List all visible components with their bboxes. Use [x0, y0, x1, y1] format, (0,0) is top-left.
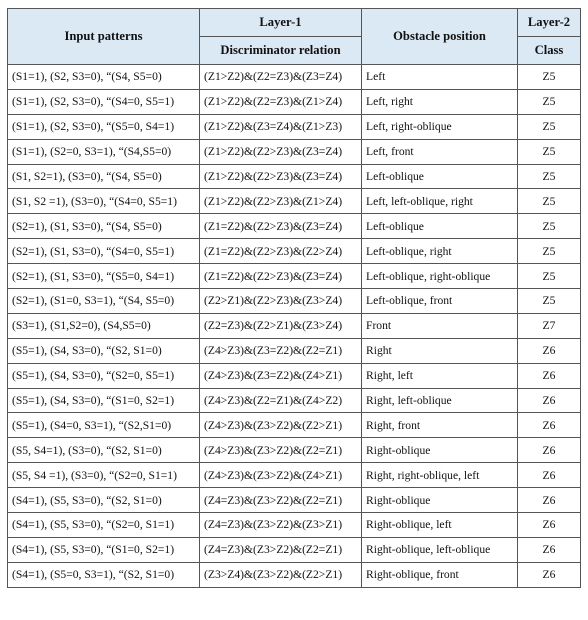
class-cell: Z6: [518, 438, 581, 463]
table-row: [8, 413, 581, 438]
table-row: [8, 438, 581, 463]
header-class: Class: [518, 37, 581, 65]
input-pattern-cell: (S2=1), (S1=0, S3=1), “(S4, S5=0): [8, 289, 200, 314]
class-cell: Z6: [518, 338, 581, 363]
discriminator-relation-cell: (Z3>Z4)&(Z3>Z2)&(Z2>Z1): [200, 562, 362, 587]
discriminator-relation-cell: (Z4>Z3)&(Z2=Z1)&(Z4>Z2): [200, 388, 362, 413]
table-row: [8, 239, 581, 264]
input-pattern-cell: (S1, S2 =1), (S3=0), “(S4=0, S5=1): [8, 189, 200, 214]
input-pattern-cell: (S1=1), (S2, S3=0), “(S5=0, S4=1): [8, 114, 200, 139]
obstacle-position-cell: Left-oblique, front: [362, 289, 518, 314]
input-pattern-cell: (S2=1), (S1, S3=0), “(S4=0, S5=1): [8, 239, 200, 264]
table-row: [8, 363, 581, 388]
obstacle-position-cell: Left, right: [362, 89, 518, 114]
discriminator-relation-cell: (Z1=Z2)&(Z2>Z3)&(Z3=Z4): [200, 214, 362, 239]
discriminator-relation-cell: (Z4>Z3)&(Z3>Z2)&(Z2=Z1): [200, 438, 362, 463]
class-cell: Z5: [518, 264, 581, 289]
discriminator-relation-cell: (Z1>Z2)&(Z2>Z3)&(Z3=Z4): [200, 139, 362, 164]
class-cell: Z5: [518, 239, 581, 264]
obstacle-position-cell: Front: [362, 313, 518, 338]
obstacle-position-cell: Right-oblique, left-oblique: [362, 537, 518, 562]
header-discriminator-relation: Discriminator relation: [200, 37, 362, 65]
header-obstacle-position: Obstacle position: [362, 9, 518, 65]
discriminator-relation-cell: (Z4=Z3)&(Z3>Z2)&(Z2=Z1): [200, 488, 362, 513]
obstacle-position-cell: Right: [362, 338, 518, 363]
obstacle-classification-table: [7, 8, 581, 588]
discriminator-relation-cell: (Z2=Z3)&(Z2>Z1)&(Z3>Z4): [200, 313, 362, 338]
input-pattern-cell: (S4=1), (S5=0, S3=1), “(S2, S1=0): [8, 562, 200, 587]
discriminator-relation-cell: (Z1>Z2)&(Z2>Z3)&(Z3=Z4): [200, 164, 362, 189]
obstacle-position-cell: Left-oblique: [362, 164, 518, 189]
discriminator-relation-cell: (Z1>Z2)&(Z2>Z3)&(Z1>Z4): [200, 189, 362, 214]
table-row: [8, 289, 581, 314]
input-pattern-cell: (S5=1), (S4, S3=0), “(S2, S1=0): [8, 338, 200, 363]
class-cell: Z6: [518, 413, 581, 438]
table-row: [8, 338, 581, 363]
class-cell: Z5: [518, 139, 581, 164]
input-pattern-cell: (S3=1), (S1,S2=0), (S4,S5=0): [8, 313, 200, 338]
obstacle-position-cell: Left-oblique, right: [362, 239, 518, 264]
input-pattern-cell: (S1=1), (S2, S3=0), “(S4=0, S5=1): [8, 89, 200, 114]
obstacle-position-cell: Left-oblique, right-oblique: [362, 264, 518, 289]
table-row: [8, 264, 581, 289]
class-cell: Z7: [518, 313, 581, 338]
discriminator-relation-cell: (Z1=Z2)&(Z2>Z3)&(Z2>Z4): [200, 239, 362, 264]
obstacle-position-cell: Right-oblique: [362, 438, 518, 463]
class-cell: Z6: [518, 388, 581, 413]
input-pattern-cell: (S2=1), (S1, S3=0), “(S5=0, S4=1): [8, 264, 200, 289]
table-row: [8, 388, 581, 413]
table-row: [8, 488, 581, 513]
obstacle-position-cell: Right, left-oblique: [362, 388, 518, 413]
discriminator-relation-cell: (Z1>Z2)&(Z3=Z4)&(Z1>Z3): [200, 114, 362, 139]
obstacle-position-cell: Left-oblique: [362, 214, 518, 239]
class-cell: Z5: [518, 114, 581, 139]
class-cell: Z6: [518, 463, 581, 488]
input-pattern-cell: (S1=1), (S2=0, S3=1), “(S4,S5=0): [8, 139, 200, 164]
obstacle-position-cell: Right-oblique, front: [362, 562, 518, 587]
obstacle-position-cell: Right, left: [362, 363, 518, 388]
discriminator-relation-cell: (Z4=Z3)&(Z3>Z2)&(Z3>Z1): [200, 513, 362, 538]
class-cell: Z6: [518, 513, 581, 538]
header-input-patterns: Input patterns: [8, 9, 200, 65]
obstacle-position-cell: Right, right-oblique, left: [362, 463, 518, 488]
obstacle-position-cell: Right, front: [362, 413, 518, 438]
input-pattern-cell: (S5, S4=1), (S3=0), “(S2, S1=0): [8, 438, 200, 463]
class-cell: Z5: [518, 214, 581, 239]
class-cell: Z5: [518, 289, 581, 314]
discriminator-relation-cell: (Z4>Z3)&(Z3=Z2)&(Z2=Z1): [200, 338, 362, 363]
discriminator-relation-cell: (Z4=Z3)&(Z3>Z2)&(Z2=Z1): [200, 537, 362, 562]
input-pattern-cell: (S4=1), (S5, S3=0), “(S2, S1=0): [8, 488, 200, 513]
obstacle-position-cell: Left: [362, 65, 518, 90]
table-container: [7, 8, 580, 588]
table-row: [8, 114, 581, 139]
table-row: [8, 189, 581, 214]
obstacle-position-cell: Left, left-oblique, right: [362, 189, 518, 214]
discriminator-relation-cell: (Z4>Z3)&(Z3>Z2)&(Z4>Z1): [200, 463, 362, 488]
class-cell: Z6: [518, 488, 581, 513]
input-pattern-cell: (S4=1), (S5, S3=0), “(S2=0, S1=1): [8, 513, 200, 538]
table-row: [8, 463, 581, 488]
table-row: [8, 537, 581, 562]
table-row: [8, 65, 581, 90]
class-cell: Z6: [518, 562, 581, 587]
class-cell: Z5: [518, 164, 581, 189]
class-cell: Z6: [518, 363, 581, 388]
input-pattern-cell: (S5, S4 =1), (S3=0), “(S2=0, S1=1): [8, 463, 200, 488]
table-row: [8, 513, 581, 538]
discriminator-relation-cell: (Z1=Z2)&(Z2>Z3)&(Z3=Z4): [200, 264, 362, 289]
obstacle-position-cell: Right-oblique: [362, 488, 518, 513]
class-cell: Z5: [518, 189, 581, 214]
discriminator-relation-cell: (Z4>Z3)&(Z3>Z2)&(Z2>Z1): [200, 413, 362, 438]
input-pattern-cell: (S5=1), (S4=0, S3=1), “(S2,S1=0): [8, 413, 200, 438]
table-row: [8, 139, 581, 164]
obstacle-position-cell: Right-oblique, left: [362, 513, 518, 538]
input-pattern-cell: (S4=1), (S5, S3=0), “(S1=0, S2=1): [8, 537, 200, 562]
discriminator-relation-cell: (Z1>Z2)&(Z2=Z3)&(Z1>Z4): [200, 89, 362, 114]
class-cell: Z6: [518, 537, 581, 562]
class-cell: Z5: [518, 65, 581, 90]
table-header: [8, 9, 581, 65]
header-layer1: Layer-1: [200, 9, 362, 37]
table-row: [8, 164, 581, 189]
input-pattern-cell: (S2=1), (S1, S3=0), “(S4, S5=0): [8, 214, 200, 239]
discriminator-relation-cell: (Z4>Z3)&(Z3=Z2)&(Z4>Z1): [200, 363, 362, 388]
table-row: [8, 214, 581, 239]
header-layer2: Layer-2: [518, 9, 581, 37]
table-row: [8, 89, 581, 114]
input-pattern-cell: (S5=1), (S4, S3=0), “(S1=0, S2=1): [8, 388, 200, 413]
obstacle-position-cell: Left, front: [362, 139, 518, 164]
table-row: [8, 313, 581, 338]
table-body: [8, 65, 581, 588]
obstacle-position-cell: Left, right-oblique: [362, 114, 518, 139]
discriminator-relation-cell: (Z2>Z1)&(Z2>Z3)&(Z3>Z4): [200, 289, 362, 314]
input-pattern-cell: (S1, S2=1), (S3=0), “(S4, S5=0): [8, 164, 200, 189]
class-cell: Z5: [518, 89, 581, 114]
input-pattern-cell: (S5=1), (S4, S3=0), “(S2=0, S5=1): [8, 363, 200, 388]
discriminator-relation-cell: (Z1>Z2)&(Z2=Z3)&(Z3=Z4): [200, 65, 362, 90]
table-row: [8, 562, 581, 587]
input-pattern-cell: (S1=1), (S2, S3=0), “(S4, S5=0): [8, 65, 200, 90]
